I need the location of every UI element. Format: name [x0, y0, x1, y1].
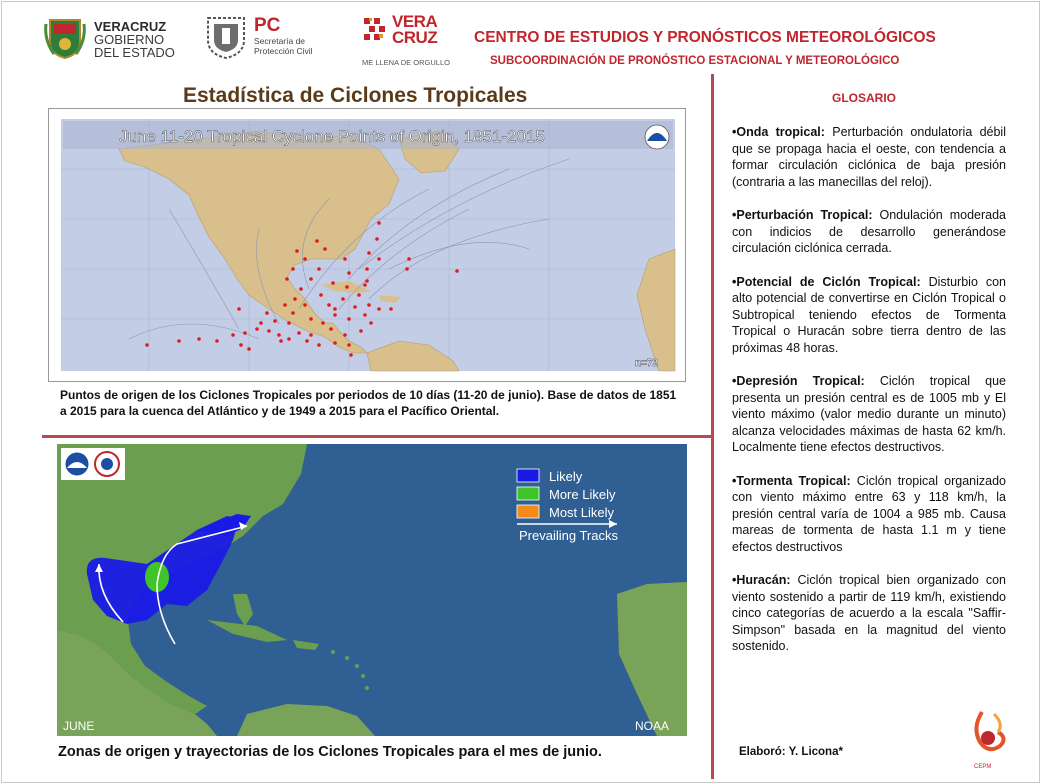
origin-points-map [48, 108, 686, 382]
vc-tagline: ME LLENA DE ORGULLO [362, 58, 450, 67]
legend-prevailing-tracks: Prevailing Tracks [519, 528, 618, 543]
gov-name-line2: GOBIERNO [94, 32, 165, 47]
noaa-emblem-icon [645, 125, 669, 149]
origin-zones-map [57, 444, 687, 736]
glossary-item-huracan [732, 572, 1006, 655]
author-credit: Elaboró: Y. Licona* [739, 746, 843, 758]
cepm-label: CEPM [974, 764, 992, 770]
vc-word-line2: CRUZ [392, 28, 438, 47]
glossary-term: •Tormenta Tropical: [732, 473, 851, 488]
glossary-item-tormenta-tropical [732, 473, 1006, 556]
veracruz-government-logo [42, 14, 182, 60]
map1-count: n=72 [635, 358, 659, 369]
glossary-item-perturbacion-tropical [732, 207, 1006, 257]
origin-points-map-image [49, 109, 685, 381]
glossary-term: •Onda tropical: [732, 125, 825, 139]
glossary-definition: Ciclón tropical que presenta un presión central es de 1005 mb y El viento máximo (valor medio durante un minuto) alcanza velocidades máximas de hasta 62 km/h. Localmente tiene efectos destructivos. [732, 374, 1006, 454]
cepm-logo [968, 706, 1014, 770]
glossary-term: •Perturbación Tropical: [732, 208, 873, 222]
veracruz-pattern-icon [362, 14, 390, 48]
vc-word-line1: VERA [392, 12, 438, 31]
noaa-nws-logos [61, 448, 125, 480]
map2-caption: Zonas de origen y trayectorias de los Ciclones Tropicales para el mes de junio. [58, 744, 602, 760]
glossary-definition: Ondulación moderada con indicios de desarrollo generándose circulación ciclónica cerrada. [732, 208, 1006, 255]
map1-banner-title: June 11-20 Tropical Cyclone Points of Origin, 1851-2015 [119, 127, 545, 146]
glossary-item-onda-tropical [732, 124, 1006, 190]
header-title: CENTRO DE ESTUDIOS Y PRONÓSTICOS METEOROLÓGICOS [474, 29, 936, 46]
glossary-term: •Depresión Tropical: [732, 374, 865, 388]
map2-month: JUNE [63, 719, 95, 733]
legend-swatch [517, 487, 539, 500]
glossary-item-potencial-ciclon [732, 274, 1006, 357]
glossary-definition: Ciclón tropical organizado con viento máximo entre 63 y 118 km/h, la presión central varía de 1004 a 985 mb. Causa mareas de tormenta de hasta 1.1 m y tiene efectos destructivos [732, 473, 1006, 554]
section-title: Estadística de Ciclones Tropicales [183, 84, 528, 107]
pc-name-line2: Protección Civil [254, 46, 313, 56]
glossary-list [732, 124, 1006, 672]
glossary-title: GLOSARIO [832, 91, 897, 105]
pc-name-line1: Secretaría de [254, 36, 306, 46]
legend-most-likely: Most Likely [549, 505, 615, 520]
vertical-divider [711, 74, 714, 779]
veracruz-shield-icon [42, 14, 88, 60]
glossary-item-depresion-tropical [732, 373, 1006, 456]
legend-more-likely: More Likely [549, 487, 616, 502]
gov-name-line3: DEL ESTADO [94, 45, 175, 60]
glossary-definition: Ciclón tropical bien organizado con viento sostenido a partir de 119 km/h, existiendo cinco categorías de acuerdo a la escala "Saffir-Simpson" basada en la magnitud del viento sostenido. [732, 573, 1006, 653]
cepm-spiral-icon [968, 706, 1014, 770]
map1-caption: Puntos de origen de los Ciclones Tropicales por periodos de 10 días (11-20 de junio). Base de datos de 1851 a 2015 para la cuenca del Atlántico y de 1949 a 2015 para el Pacífico Oriental. [60, 388, 677, 418]
glossary-term: •Potencial de Ciclón Tropical: [732, 274, 921, 289]
pc-acronym: PC [254, 15, 281, 36]
proteccion-civil-logo [204, 14, 334, 60]
legend-likely: Likely [549, 469, 583, 484]
glossary-definition: Disturbio con alto potencial de convertirse en Ciclón Tropical o Subtropical teniendo efectos de Tormenta Tropical o Huracán sobre tierra dentro de las próximas 48 horas. [732, 274, 1006, 355]
veracruz-brand-logo [362, 12, 450, 68]
pc-shield-icon [204, 14, 248, 60]
glossary-definition: Perturbación ondulatoria débil que se propaga hacia el oeste, con tendencia a formar circulación ciclónica de baja presión (contraria a las manecillas del reloj). [732, 125, 1006, 189]
header-subtitle: SUBCOORDINACIÓN DE PRONÓSTICO ESTACIONAL Y METEOROLÓGICO [490, 55, 900, 67]
glossary-term: •Huracán: [732, 573, 791, 587]
horizontal-divider [42, 435, 712, 438]
gov-name-line1: VERACRUZ [94, 19, 167, 34]
legend-swatch [517, 505, 539, 518]
origin-zones-map-image [57, 444, 687, 736]
map2-source: NOAA [635, 719, 670, 733]
legend-swatch [517, 469, 539, 482]
